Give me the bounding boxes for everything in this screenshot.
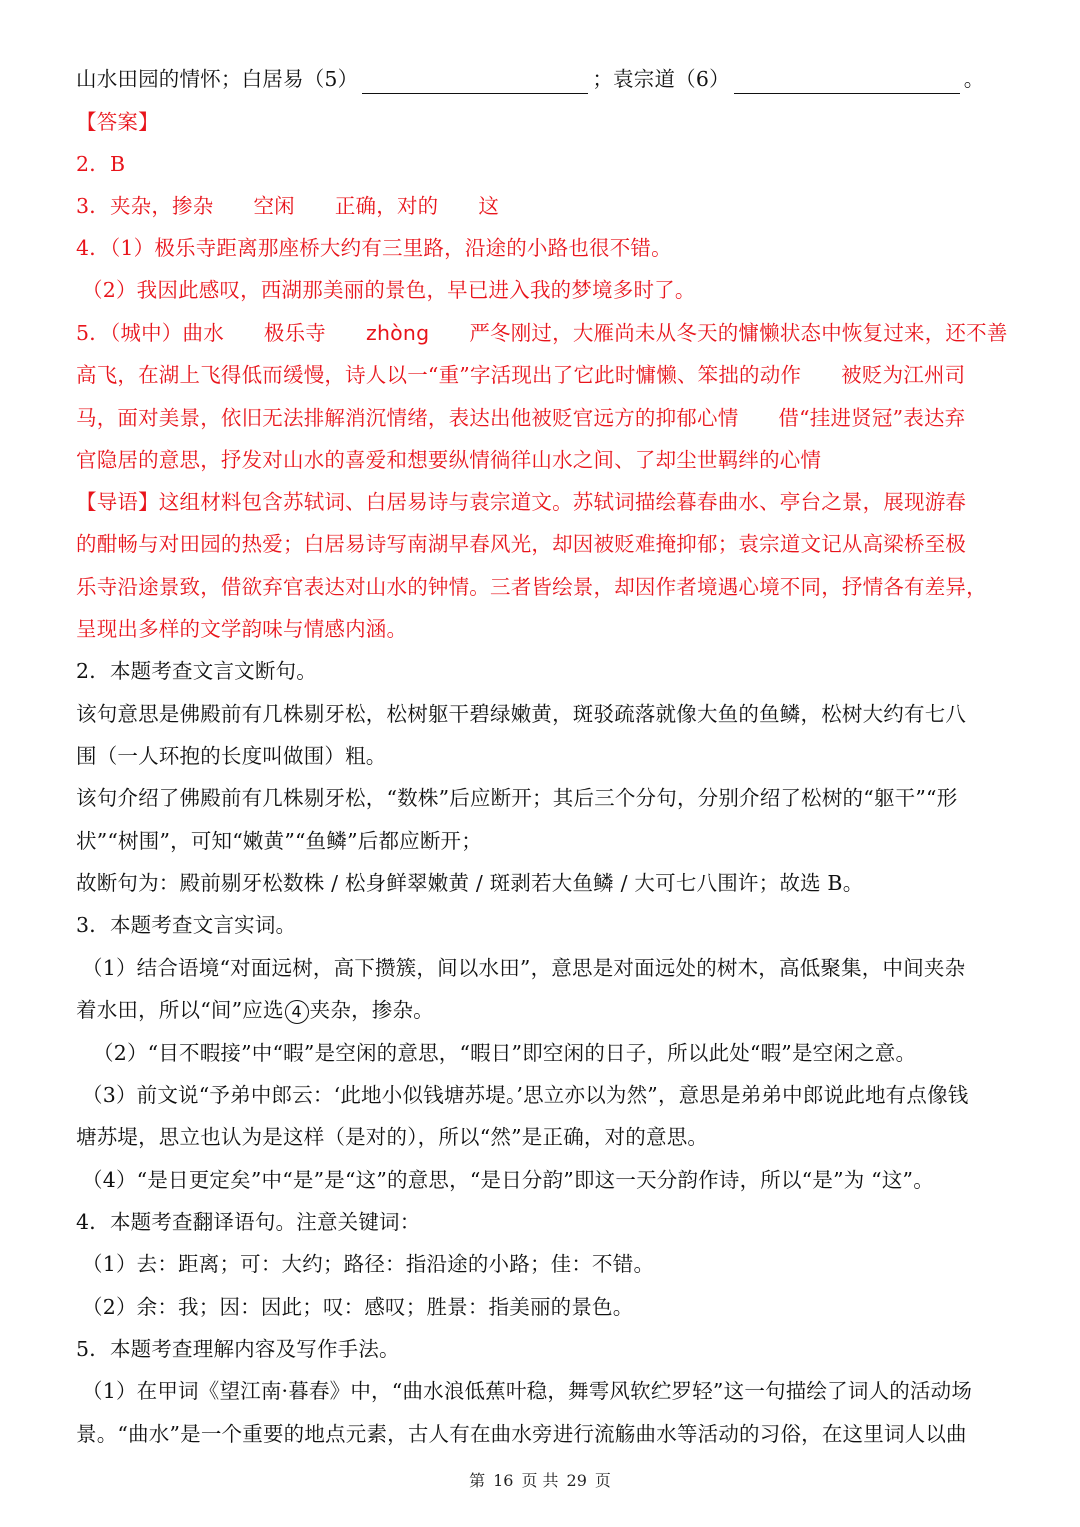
answer-4-2: （2）我因此感叹，西湖那美丽的景色，早已进入我的梦境多时了。 [82, 278, 696, 302]
explain-2-line-5: 故断句为：殿前剔牙松数株 / 松身鲜翠嫩黄 / 斑剥若大鱼鳞 / 大可七八围许；故选 B。 [76, 871, 864, 895]
explain-4-title: 4．本题考查翻译语句。注意关键词： [76, 1210, 421, 1234]
explain-3-3-line-2: 塘苏堤，思立也认为是这样（是对的），所以“然”是正确，对的意思。 [76, 1125, 709, 1149]
guide-line-3: 乐寺沿途景致，借欲弃官表达对山水的钟情。三者皆绘景，却因作者境遇心境不同，抒情各有差异， [76, 575, 987, 599]
answer-5-line-2: 高飞，在湖上飞得低而缓慢，诗人以一“重”字活现出了它此时慵懒、笨拙的动作 被贬为江州司 [76, 363, 966, 387]
explain-3-3-line-1: （3）前文说“予弟中郎云：‘此地小似钱塘苏堤。’思立亦以为然”，意思是弟弟中郎说此地有点像钱 [82, 1083, 969, 1107]
answer-blank-6[interactable] [734, 71, 960, 94]
explain-5-1-line-1: （1）在甲词《望江南·暮春》中，“曲水浪低蕉叶稳，舞雩风软纻罗轻”这一句描绘了词人的活动场 [82, 1379, 973, 1403]
explain-3-4: （4）“是日更定矣”中“是”是“这”的意思，“是日分韵”即这一天分韵作诗，所以“是”为 “这”。 [82, 1168, 934, 1192]
explain-4-2: （2）余：我；因：因此；叹：感叹；胜景：指美丽的景色。 [82, 1295, 634, 1319]
explain-3-title: 3．本题考查文言实词。 [76, 913, 297, 937]
guide-line-1: 【导语】这组材料包含苏轼词、白居易诗与袁宗道文。苏轼词描绘暮春曲水、亭台之景，展现游春 [76, 490, 967, 514]
answer-3: 3．夹杂，掺杂 空闲 正确，对的 这 [76, 194, 500, 218]
explain-5-title: 5．本题考查理解内容及写作手法。 [76, 1337, 400, 1361]
page-number: 16 [493, 1471, 514, 1490]
explain-2-line-2: 围（一人环抱的长度叫做围）粗。 [76, 744, 387, 768]
explain-5-1-line-2: 景。“曲水”是一个重要的地点元素，古人有在曲水旁进行流觞曲水等活动的习俗，在这里词人以曲 [76, 1422, 967, 1446]
circled-number: 4 [285, 1000, 309, 1024]
explain-3-1-line-2: 着水田，所以“间”应选 4 夹杂，掺杂。 [76, 998, 434, 1022]
explain-2-line-3: 该句介绍了佛殿前有几株剔牙松，“数株”后应断开；其后三个分句，分别介绍了松树的“躯干”“形 [76, 786, 958, 810]
question-continuation-line: 山水田园的情怀；白居易（5） ；袁宗道（6） 。 [76, 64, 1006, 94]
guide-line-4: 呈现出多样的文学韵味与情感内涵。 [76, 617, 408, 641]
page-footer: 第 16 页 共 29 页 [469, 1471, 611, 1490]
answer-blank-5[interactable] [362, 71, 588, 94]
answer-5-line-4: 官隐居的意思，抒发对山水的喜爱和想要纵情徜徉山水之间、了却尘世羁绊的心情 [76, 448, 822, 472]
explain-2-line-4: 状”“树围”，可知“嫩黄”“鱼鳞”后都应断开； [76, 829, 482, 853]
explain-2-title: 2．本题考查文言文断句。 [76, 659, 317, 683]
answer-header: 【答案】 [76, 110, 159, 134]
answer-5-line-3: 马，面对美景，依旧无法排解消沉情绪，表达出他被贬官远方的抑郁心情 借“挂进贤冠”表达弃 [76, 406, 966, 430]
answer-5-line-1: 5．（城中）曲水 极乐寺 zhòng 严冬刚过，大雁尚未从冬天的慵懒状态中恢复过来，还不善 [76, 321, 1008, 345]
explain-3-2: （2）“目不暇接”中“暇”是空闲的意思，“暇日”即空闲的日子，所以此处“暇”是空闲之意。 [93, 1041, 917, 1065]
explain-4-1: （1）去：距离；可：大约；路径：指沿途的小路；佳：不错。 [82, 1252, 655, 1276]
answer-2: 2．B [76, 152, 126, 176]
answer-4-1: 4．（1）极乐寺距离那座桥大约有三里路，沿途的小路也很不错。 [76, 236, 672, 260]
explain-3-1-line-1: （1）结合语境“对面远树，高下攒簇，间以水田”，意思是对面远处的树木，高低聚集，中间夹杂 [82, 956, 966, 980]
total-pages: 29 [566, 1471, 587, 1490]
guide-line-2: 的酣畅与对田园的热爱；白居易诗写南湖早春风光，却因被贬难掩抑郁；袁宗道文记从高梁桥至极 [76, 532, 967, 556]
explain-2-line-1: 该句意思是佛殿前有几株剔牙松，松树躯干碧绿嫩黄，斑驳疏落就像大鱼的鱼鳞，松树大约有七八 [76, 702, 967, 726]
